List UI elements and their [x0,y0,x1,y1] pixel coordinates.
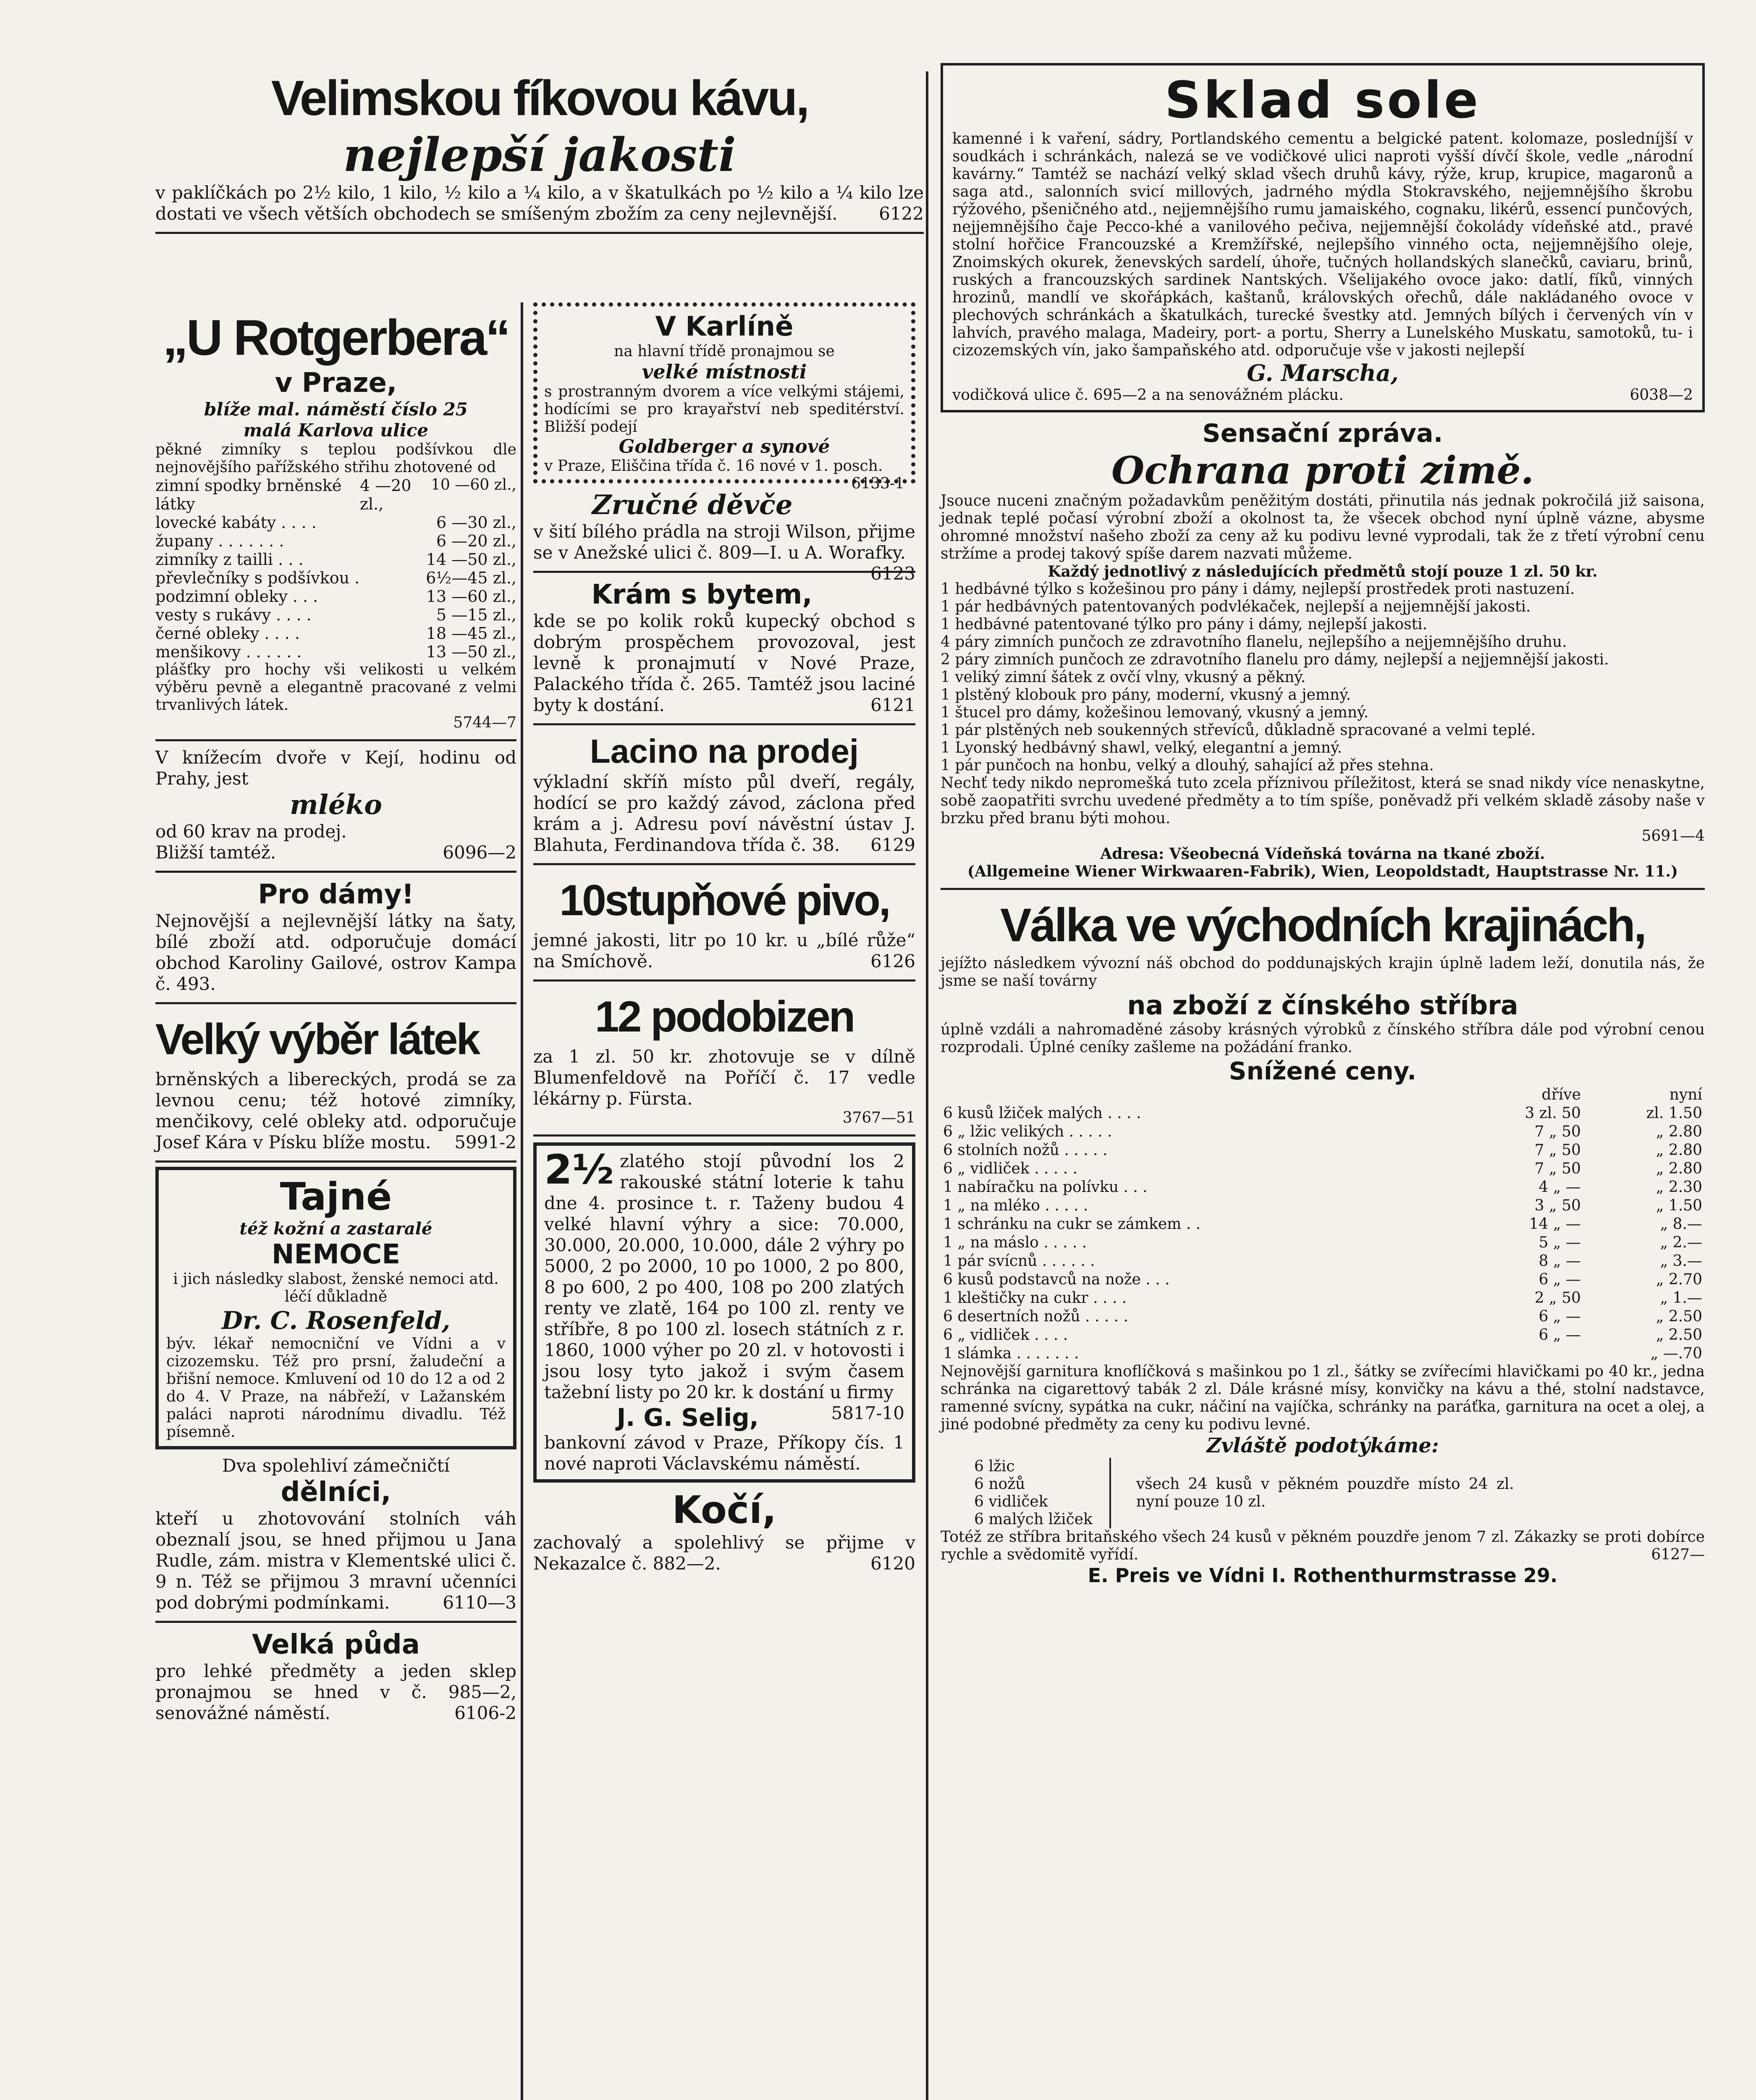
ad-zrucne-devce [533,483,915,584]
ad-address: vodičková ulice č. 695—2 a na senovážném plácku. 6038—2 [952,386,1693,404]
cell-item: 6 desertních nožů . . . . . [943,1308,1129,1325]
cell-item: 6 „ lžic velikých . . . . . [943,1123,1112,1140]
table-row [941,1178,1705,1197]
ad-valka [941,890,1705,1595]
cell-before: 3 „ 50 [1534,1197,1581,1214]
cell-item: 1 „ na mléko . . . . . [943,1197,1088,1214]
ad-outro: Nechť tedy nikdo nepromešká tuto zcela příznivou příležitost, která se snad nikdy více nenaskytne, sobě zaopatřiti svrchu uvedené předměty a to tím spíše, poněvadž při velkém skladě zásoby naše v brzku před branu býti mohou. [941,774,1705,827]
price-row [155,550,516,569]
cell-now: zl. 1.50 [1646,1105,1702,1122]
ad-text-3: Bližší tamtéž. 6096—2 [155,842,516,863]
ad-code: 6122 [879,203,924,224]
ad-text: zachovalý a spolehlivý se přijme v Nekazalce č. 882—2. 6120 [533,1532,915,1574]
ad-text: jemné jakosti, litr po 10 kr. u „bílé růže“ na Smíchově. 6126 [533,930,915,971]
cell-before: 8 „ — [1538,1252,1581,1270]
item-name: zimní spodky brněnské látky [155,476,342,513]
ad-firm: G. Marscha, [1247,360,1399,386]
item-name: lovecké kabáty . . . . [155,513,317,532]
column-rule-right [926,71,928,2100]
ad-bold: velké místnosti [642,360,807,383]
cell-item: 1 „ na máslo . . . . . [943,1234,1087,1251]
item-list [941,580,1705,774]
cell-now: „ 2.50 [1656,1308,1702,1325]
ad-title: Pro dámy! [258,879,414,910]
ad-title: Sklad sole [1164,71,1481,130]
set-item: 6 lžic [974,1458,1015,1475]
ad-text-2: Nejnovější garnitura knoflíčková s mašinkou po 1 zl., šátky se zvířecími hlavičkami po 40 kr., jedna schránka na cigarettový tabák 2 zl. Dále krásné mísy, konvičky na kávu a thé, stolní nadstavce, ramenné svícny, sypátka na cukr, náčiní na vajíčka, schránky na paráťka, garnitura na ocet a olej, a jiné podobné předměty za ceny ku podivu levné. [941,1363,1705,1433]
ad-firm: J. G. Selig, [616,1403,759,1432]
cell-before: 7 „ 50 [1534,1142,1581,1159]
cell-item: 6 „ vidliček . . . . . [943,1160,1078,1177]
ad-velka-puda [155,1623,516,1731]
ad-text: kde se po kolik roků kupecký obchod s dobrým prospěchem provozoval, jest levně k pronajmutí v Nové Praze, Palackého třída č. 265. Tamtéž jsou laciné byty k dostání. 6121 [533,611,915,715]
column-rule-left [521,302,523,2100]
set-item: 6 malých lžiček [974,1511,1093,1528]
ad-text-2: bankovní závod v Praze, Příkopy čís. 1 nové naproti Václavskému náměstí. [544,1432,904,1474]
ad-text-2: kteří u zhotovování stolních váh obeznalí jsou, se hned přijmou u Jana Rudle, zám. mistra v Klementské ulici č. 9 n. Též se přijmou 3 mravní učenníci pod dobrými podmínkami. 6110—3 [155,1508,516,1613]
cell-before: 3 zl. 50 [1525,1105,1581,1122]
ad-mleko [155,741,516,873]
item-price: 18 —45 zl., [426,624,516,643]
cell-now: „ —.70 [1650,1345,1702,1362]
ad-text: úplně vzdáli a nahromaděné zásoby krásných výrobků z čínského stříbra dále pod výrobní cenou rozprodali. Úplné ceníky zašleme na požádání franko. [941,1021,1705,1056]
ad-fikova-kava [155,63,924,234]
item-price: 13 —50 zl., [426,643,516,661]
ad-doctor: Dr. C. Rosenfeld, [221,1306,451,1335]
table-row [941,1104,1705,1123]
list-item: 1 pár hedbávných patentovaných podvlékaček, nejlepší a nejjemnější jakosti. [941,598,1531,615]
ad-text: na hlavní třídě pronajmou se [614,343,835,360]
cell-now: „ 2.80 [1656,1142,1702,1159]
price-row [155,569,516,587]
ad-title: Tajné [280,1175,392,1219]
cell-before: 6 „ — [1538,1308,1581,1325]
list-item: 1 Lyonský hedbávný shawl, velký, elegantní a jemný. [941,739,1342,756]
price-row [155,513,516,532]
item-name: podzimní obleky . . . [155,587,318,606]
ad-text: Nejnovější a nejlevnější látky na šaty, bílé zboží atd. odporučuje domácí obchod Karoliny Gailové, ostrov Kampa č. 493. [155,911,516,994]
list-item: 1 pár punčoch na honbu, velký a dlouhý, sahající až přes stehna. [941,757,1434,774]
cell-item: 1 pár svícnů . . . . . . [943,1252,1095,1270]
ad-firm: Goldberger a synové [619,436,830,457]
table-row [941,1344,1705,1363]
cell-item: 1 kleštičky na cukr . . . . [943,1289,1127,1307]
item-name: župany . . . . . . . [155,532,284,550]
ad-kram-s-bytem [533,573,915,725]
set-item: 6 nožů [974,1475,1025,1493]
ad-velky-vyber [155,1004,516,1163]
ad-pivo [533,865,915,982]
set-text: všech 24 kusů v pěkném pouzdře místo 24 zl. nyní pouze 10 zl. [1136,1475,1514,1510]
ad-title: Kočí, [672,1488,777,1532]
cell-now: „ 2.30 [1656,1179,1702,1196]
ad-podobizen [533,982,915,1137]
list-item: 1 plstěný klobouk pro pány, moderní, vkusný a jemný. [941,686,1351,704]
ad-address-2: (Allgemeine Wiener Wirkwaaren-Fabrik), Wien, Leopoldstadt, Hauptstrasse Nr. 11.) [967,863,1678,880]
item-name: menšikovy . . . . . . [155,643,302,661]
ad-title: Krám s bytem, [591,579,812,610]
ad-city: v Praze, [275,368,397,399]
table-row [941,1123,1705,1141]
cell-before [1462,1344,1583,1363]
price-row [155,643,516,661]
ad-title-2: NEMOCE [271,1239,401,1270]
cell-now: „ 3.— [1660,1252,1702,1270]
item-name: černé obleky . . . . [155,624,300,643]
ad-koci [533,1483,915,1582]
ad-title: Zručné děvče [592,489,793,521]
ad-title: Sensační zpráva. [1202,419,1443,448]
ad-title: „U Rotgerbera“ [162,310,509,366]
ad-title: 10stupňové pivo, [559,876,889,925]
cell-item: 6 stolních nožů . . . . . [943,1142,1108,1159]
ad-text-3: v Praze, Eliščina třída č. 16 nové v 1. posch. 6133-1 [544,457,904,492]
table-row [941,1160,1705,1178]
left-column-lower [155,302,516,1731]
ad-text: za 1 zl. 50 kr. zhotovuje se v dílně Blumenfeldově na Poříčí č. 17 vedle lékárny p. Fürsta. [533,1046,915,1109]
cell-now: „ 2.80 [1656,1123,1702,1140]
cell-before: 5 „ — [1538,1234,1581,1251]
ad-delnici [155,1449,516,1623]
cell-before: 6 „ — [1538,1326,1581,1344]
ad-text: výkladní skříň místo půl dveří, regály, hodící se pro každý závod, záclona před krám a j. Adresu poví návěstní ústav J. Blahuta, Ferdinandova třída č. 38. 6129 [533,772,915,855]
ad-title: V Karlíně [655,311,794,342]
list-item: 1 veliký zimní šátek z ovčí vlny, vkusný a pěkný. [941,669,1306,686]
price-table [941,1086,1705,1363]
set-offer [974,1458,1705,1528]
ad-title: dělníci, [280,1477,391,1508]
ad-intro: pěkné zimníky s teplou podšívkou dle nejnovějšího pařížského střihu zhotovené od 10 —60 zl., [155,441,516,494]
ad-lacino [533,725,915,865]
ad-title: 12 podobizen [595,992,854,1041]
cell-before: 7 „ 50 [1534,1160,1581,1177]
table-row [941,1326,1705,1344]
price-table-header [941,1086,1705,1104]
ad-sklad-sole [941,63,1705,412]
ad-subtitle: na zboží z čínského stříbra [1127,990,1518,1021]
item-price: 6 —30 zl., [436,513,516,532]
middle-column [533,302,915,1582]
cell-item: 1 nabíračku na polívku . . . [943,1179,1148,1196]
ad-address-2: malá Karlova ulice [243,420,429,441]
ad-subtitle: Ochrana proti zimě. [1111,448,1534,493]
item-price: 6 —20 zl., [436,532,516,550]
item-price: 13 —60 zl., [426,587,516,606]
cell-before: 7 „ 50 [1534,1123,1581,1140]
cell-now: „ 2.— [1660,1234,1702,1251]
item-price: 5 —15 zl., [436,606,516,624]
table-row [941,1307,1705,1326]
cell-now: „ 1.— [1660,1289,1702,1307]
item-name: převlečníky s podšívkou . [155,569,360,587]
price-row [155,624,516,643]
table-row [941,1270,1705,1289]
ad-text: kamenné i k vaření, sádry, Portlandského cementu a belgické patent. kolomaze, posledníjší v soudkách i schránkách, nalezá se ve vodičkové ulici naproti vyšší dívčí škole, vedle „národní kavárny.“ Tamtéž se nachází velký sklad všech druhů kávy, rýže, krup, krupice, magaronů a saga atd., salonních svicí millových, jadrného mýdla Stokravského, nejjemnějšího škrobu rýžového, pšeničného atd., nejjemnějšího rumu jamaiského, cognaku, likérů, essencí punčových, nejjemnějšího čaje Pecco-khé a vanilového pečiva, nejjemnější čokolády vídeňské atd., pravé stolní hořčice Francouzské a Kremžířské, nejlepšího vinného octa, nejjemnějšího oleje, Znoimských okurek, ženevských sardelí, úhoře, tučných hollandských slanečků, caviaru, brinů, ruských a francouzských sardinek Nantských. Všelijakého ovoce jako: datlí, fíků, vinných hrozinů, mandlí ve skořápkách, kaštanů, královských ořechů, dále nakládaného ovoce v plechových schránkách a škatulkách, turecké švestky atd. Jemných bílých i červených vín v lahvích, pravého malaga, Madeiry, port- a portu, Sherry a Lunelského Muskatu, samotoků, tu- i cizozemských vín, jako šampaňského atd. odporučuje vše v jakosti nejlepší [952,130,1693,359]
ad-loterie [533,1142,915,1483]
column-header-before: dříve [1541,1086,1581,1103]
ad-code: 5691—4 [1641,827,1705,845]
ad-line: též kožní a zastaralé [239,1219,432,1239]
table-row [941,1215,1705,1234]
cell-item: 1 slámka . . . . . . . [943,1345,1079,1362]
ad-each: Každý jednotlivý z následujících předmětů stojí pouze 1 zl. 50 kr. [1048,563,1598,580]
set-items [974,1458,1111,1528]
table-row [941,1234,1705,1252]
item-price: 14 —50 zl., [426,550,516,569]
ad-title: Velký výběr látek [155,1015,479,1064]
price-row [155,476,431,513]
ad-text-2: s prostranným dvorem a více velkými stájemi, hodícími se pro krayařství neb speditérství. Bližší podejí [544,383,904,436]
ad-title: Lacino na prodej [590,732,859,770]
left-column [155,63,924,234]
ad-title: Velimskou fíkovou kávu, [271,71,808,126]
ad-text-2: od 60 krav na prodej. [155,821,347,842]
ad-text: v šití bílého prádla na stroji Wilson, přijme se v Anežské ulici č. 809—I. u A. Worafky. 6123 [533,521,915,584]
ad-text: V knížecím dvoře v Kejí, hodinu od Prahy, jest [155,747,516,789]
ad-text: 2½ zlatého stojí původní los 2 rakouské státní loterie k tahu dne 4. prosince t. r. Taženy budou 4 velké hlavní výhry a sice: 70.000, 30.000, 20.000, 10.000, dále 2 výhry po 5000, 2 po 2000, 10 po 1000, 2 po 800, 8 po 600, 2 po 400, 108 po 200 zlatých renty ve zlatě, 164 po 100 zl. renty ve stříbře, 8 po 100 zl. losech státních z r. 1860, 1000 výher po 20 zl. v hotovosti i jsou losy tyto jakož i svým časem tažební listy po 20 kr. k dostání u firmy 5817-10 [544,1146,904,1423]
ad-address: Adresa: Všeobecná Vídeňská továrna na tkané zboží. [1100,845,1545,863]
ad-subtitle: nejlepší jakosti [343,128,736,182]
table-row [941,1289,1705,1307]
list-item: 1 hedbávné týlko s kožešinou pro pány i dámy, nejlepší prostředek proti nastuzení. [941,580,1575,598]
ad-intro: Jsouce nuceni značným požadavkům peněžitým dostáti, přinutila nás jednak pokročilá již saisona, jednak teplé počasí výrobní zboží a okolnost ta, že všecek obchod nyní úplně vázne, abysme ohromné množství našeho zboží za ceny až ku podivu levné vyprodali, tak že z třetí výrobní cenu stržíme a prodej takový spíše darem nazvati můžeme. [941,492,1705,562]
ad-rotgerbera [155,302,516,741]
cell-before: 2 „ 50 [1534,1289,1581,1307]
list-item: 1 hedbávné patentované týlko pro pány i dámy, nejlepší jakosti. [941,616,1428,633]
table-row [941,1252,1705,1270]
ad-text: Dva spolehliví zámečničtí [222,1455,450,1476]
list-item: 1 pár plstěných neb soukenných střevíců, důkladně spracované a velmi teplé. [941,722,1536,739]
ad-text: pro lehké předměty a jeden sklep pronajmou se hned v č. 985—2, senovážné náměstí. 6106-2 [155,1661,516,1723]
list-item: 4 páry zimních punčoch ze zdravotního flanelu, nejlepšího a nejjemnějšího druhu. [941,633,1567,651]
cell-now: „ 8.— [1660,1215,1702,1233]
price-row [155,606,516,624]
ad-address: blíže mal. náměstí číslo 25 [204,399,468,420]
cell-before: 4 „ — [1538,1179,1581,1196]
ad-sensacni-zprava [941,412,1705,890]
table-row [941,1197,1705,1215]
cell-item: 6 kusů lžiček malých . . . . [943,1105,1141,1122]
cell-before: 6 „ — [1538,1271,1581,1288]
cell-item: 6 „ vidliček . . . . [943,1326,1068,1344]
ad-pro-damy [155,873,516,1004]
cell-now: „ 1.50 [1656,1197,1702,1214]
ad-title: Velká půda [252,1629,420,1660]
ad-special: Zvláště podotýkáme: [1206,1434,1439,1457]
price-row [155,587,516,606]
list-item: 2 páry zimních punčoch ze zdravotního flanelu pro dámy, nejlepší a nejjemnější jakosti. [941,651,1609,668]
price-list [155,476,516,661]
set-item: 6 vidliček [974,1493,1048,1510]
cell-item: 6 kusů podstavců na nože . . . [943,1271,1170,1288]
cell-now: „ 2.70 [1656,1271,1702,1288]
ad-title: mléko [290,789,382,821]
cell-item: 1 schránku na cukr se zámkem . . [943,1215,1201,1233]
ad-title: Válka ve východních krajinách, [1000,899,1645,951]
right-column [941,63,1705,1595]
list-item: 1 štucel pro dámy, kožešinou lemovaný, vkusný a jemný. [941,704,1369,721]
ad-footer: plášťky pro hochy vši velikosti u velkém výběru pevně a elegantně pracované z velmi trvanlivých látek. [155,661,516,714]
item-price: 6½—45 zl., [426,569,516,587]
ad-text-3: Totéž ze stříbra britaňského všech 24 kusů v pěkném pouzdře jenom 7 zl. Zákazky se proti dobírce rychle a svědomitě vyřídí. 6127— [941,1528,1705,1563]
ad-line-2: i jich následky slabost, ženské nemoci atd. léčí důkladně [173,1270,499,1305]
price-row [155,532,516,550]
ad-text: býv. lékař nemocniční ve Vídni a v cizozemsku. Též pro prsní, žaludeční a břišní nemoce. Kmluvení od 10 do 12 a od 2 do 4. V Praze, na nábřeží, v Lažanském paláci naproti národnímu divadlu. Též písemně. [166,1335,506,1441]
ad-text: v paklíčkách po 2½ kilo, 1 kilo, ½ kilo a ¼ kilo, a v škatulkách po ½ kilo a ¼ kilo lze dostati ve všech větších obchodech se smíšeným zbožím za ceny nejlevnější. 6122 [155,182,924,224]
ad-big-number: 2½ [544,1146,614,1193]
ad-text: brněnských a libereckých, prodá se za levnou cenu; též hotové zimníky, menčikovy, celé obleky atd. odporučuje Josef Kára v Písku blíže mostu. 5991-2 [155,1069,516,1152]
item-name: vesty s rukávy . . . . [155,606,312,624]
ad-code: 5744—7 [453,714,516,731]
column-header-now: nyní [1669,1086,1702,1103]
item-price: 4 —20 zl., [360,476,411,513]
cell-now: „ 2.50 [1656,1326,1702,1344]
cell-before: 14 „ — [1529,1215,1581,1233]
ad-tajne-nemoce [155,1167,516,1449]
cell-now: „ 2.80 [1656,1160,1702,1177]
ad-intro: jejížto následkem vývozní náš obchod do poddunajských krajin úplně ladem leží, donutila nás, že jsme se naší továrny [941,955,1705,990]
item-name: zimníky z tailli . . . [155,550,304,569]
table-row [941,1141,1705,1160]
ad-firm: E. Preis ve Vídni I. Rothenthurmstrasse 29. [1088,1564,1558,1587]
ad-v-karline [533,302,915,492]
price-title: Snížené ceny. [1229,1057,1417,1085]
ad-code: 3767—51 [842,1109,915,1126]
